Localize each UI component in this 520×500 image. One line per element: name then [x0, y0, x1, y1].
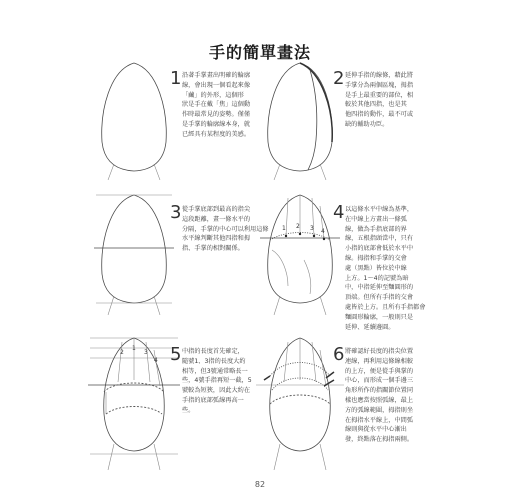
- fig4-mark: 1: [282, 225, 286, 232]
- step-number: 1: [170, 68, 182, 89]
- step-number: 5: [170, 344, 182, 365]
- hand-figure-5: [88, 330, 180, 470]
- step-text: 延伸手指的線條，藉此將 手掌分為兩個區塊，拇指 是手上最重要的部位，相 較於其他四指，也是其 他四指的動作，最不可或 缺的輔助功臣。: [345, 72, 414, 128]
- step-text: 從手掌底部到最高的指尖 這段距離，畫一條水平的 分隔，手掌的中心可以利用這條 水平線判斷其他四指和拇 指、手掌的相對關係。: [182, 206, 269, 253]
- fig5-mark: 1: [132, 345, 136, 352]
- step-number: 4: [333, 202, 345, 223]
- fig4-mark: 4: [321, 228, 325, 235]
- step-number: 2: [333, 68, 345, 89]
- hand-figure-1: [94, 60, 174, 180]
- hand-figure-2: [260, 60, 340, 180]
- fig5-mark: 2: [120, 349, 124, 356]
- step-text: 以這條水平中線為基準， 在中線上方畫出一條弧 線，做為手指底部的界 線，五根指頭當中，只有 小指的底部會低於水平中 線。拇指和手掌的交會 處（黑點）皆位於中線 上方。1～4的記號為暗 中，中指延伸至麵圓形的 頂端。但所有手指的交會 處皆於上方。且所有手指都會 麵圓形輪廓，一般則只是 延伸、延續邊圓。: [345, 206, 426, 331]
- step-number: 6: [333, 344, 345, 365]
- fig5-mark: 3: [144, 349, 148, 356]
- page-title: 手的簡單畫法: [208, 43, 311, 62]
- fig5-mark: 4: [154, 357, 158, 364]
- page-number: 82: [254, 480, 266, 489]
- hand-figure-4: [258, 190, 345, 315]
- hand-figure-3: [94, 190, 174, 315]
- step-text: 將確認好長度的指尖位置 連線，再利用這條線相較 的上方，便是從手與掌的 中心，而形成一個手邊三 角形所作的指關節位置同 樣也應當按照弧線，最上 方的弧線範圍，拇指則坐 在拇指水平線上，中間弧 線則與從水平中心漸出 發，終點落在拇指兩側。: [345, 348, 414, 444]
- step-number: 3: [170, 202, 182, 223]
- step-text: 中指的長度首先確定， 隨號1、3指的長度大約 相等，但3號通常略長一 些，4號手指再短一截，5 號較為短狹，因此大約在 手指的底部弧線再高一 些。: [182, 348, 252, 414]
- fig4-mark: 2: [296, 223, 300, 230]
- fig4-mark: 3: [310, 225, 314, 232]
- step-text: 沿著手掌畫出明確的輪廓 線，會出現一個看起來像 「繭」的外形，這個形 狀是手在戴「焦」這個動 作時最常見的姿勢。僅僅 是手掌的輪廓線本身，就 已經具有某程度的美感。: [182, 72, 251, 138]
